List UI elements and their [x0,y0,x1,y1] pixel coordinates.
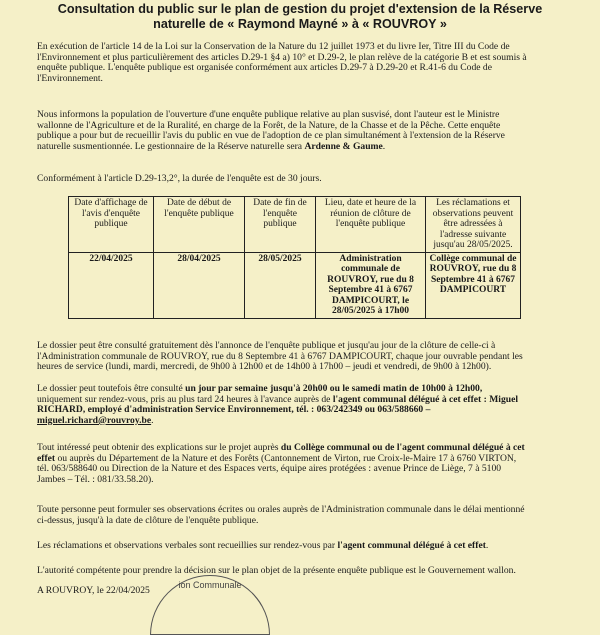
duration-paragraph: Conformément à l'article D.29-13,2°, la durée de l'enquête est de 30 jours. [37,173,322,184]
table-row [69,252,521,318]
contact-email-link[interactable]: miguel.richard@rouvroy.be [37,414,152,426]
manager-name: Ardenne & Gaume [304,140,383,152]
cell-closing-meeting: Administration communale de ROUVROY, rue du 8 Septembre 41 à 6767 DAMPICOURT, le 28/05/2025 à 17h00 [316,252,426,318]
inquiry-schedule-table [68,196,521,319]
appointment-paragraph: Le dossier peut toutefois être consulté un jour par semaine jusqu'à 20h00 ou le samedi matin de 10h00 à 12h00, uniquement sur rendez-vous, pris au plus tard 24 heures à l'avance auprès de l'agent communal délégué à cet effet : Miguel RICHARD, employé d'administration Service Environnement, tél. : 063/242349 ou 063/588660 – miguel.richard@rouvroy.be. [37,383,519,426]
cell-end-date: 28/05/2025 [245,252,316,318]
signature-line: A ROUVROY, le 22/04/2025 [37,585,150,596]
explanations-paragraph: Tout intéressé peut obtenir des explications sur le projet auprès du Collège communal ou de l'agent communal délégué à cet effet ou auprès du Département de la Nature et des Forêts (Cantonnement de Virton, rue Croix-le-Maire 17 à 6760 VIRTON, tél. 063/588640 ou Direction de la Nature et des Espaces verts, équipe aires protégées : avenue Prince de Liège, 7 à 5100 Jambes – Tél. : 081/33.58.20). [37,442,525,485]
consultation-paragraph: Le dossier peut être consulté gratuitement dès l'annonce de l'enquête publique et jusqu'au jour de la clôture de celle-ci à l'Administration communale de ROUVROY, rue du 8 Septembre 41 à 6767 DAMPICOURT, chaque jour ouvrable pendant les heures de service (lundi, mardi, mercredi, de 9h00 à 12h00 et de 14h00 à 17h00 – jeudi et vendredi, de 9h00 à 12h00). [37,340,523,373]
cell-display-date: 22/04/2025 [69,252,154,318]
header-cell-start-date: Date de début de l'enquête publique [154,197,245,253]
table-header-row [69,197,521,253]
header-cell-address: Les réclamations et observations peuvent être adressées à l'adresse suivante jusqu'au 28/05/2025. [426,197,521,253]
notice-title: Consultation du public sur le plan de gestion du projet d'extension de la Réserve naturelle de « Raymond Mayné » à « ROUVROY » [57,2,543,31]
cell-start-date: 28/04/2025 [154,252,245,318]
header-cell-end-date: Date de fin de l'enquête publique [245,197,316,253]
inquiry-opening-paragraph: Nous informons la population de l'ouverture d'une enquête publique relative au plan susvisé, dont l'auteur est le Ministre wallonne de l'Agriculture et de la Ruralité, en charge de la Forêt, de la Nature, de la Chasse et de la Pêche. Cette enquête publique a pour but de recueillir l'avis du public en vue de l'adoption de ce plan simultanément à l'extension de la Réserve naturelle susmentionnée. Le gestionnaire de la Réserve naturelle sera Ardenne & Gaume. [37,109,505,152]
legal-basis-paragraph: En exécution de l'article 14 de la Loi sur la Conservation de la Nature du 12 juillet 1973 et du livre Ier, Titre III du Code de l'Environnement et plus particulièrement des articles D.29-1 §4 a) 10° et D.29-2, le plan relève de la catégorie B et est soumis à enquête publique. L'enquête publique est organisée conformément aux articles D.29-7 à D.29-20 et R.41-6 du Code de l'Environnement. [37,41,527,84]
cell-address: Collège communal de ROUVROY, rue du 8 Septembre 41 à 6767 DAMPICOURT [426,252,521,318]
municipal-seal-stamp: ion Communale [150,575,270,635]
header-cell-closing-meeting: Lieu, date et heure de la réunion de clôture de l'enquête publique [316,197,426,253]
verbal-complaints-paragraph: Les réclamations et observations verbales sont recueillies sur rendez-vous par l'agent communal délégué à cet effet. [37,540,489,551]
authority-paragraph: L'autorité compétente pour prendre la décision sur le plan objet de la présente enquête publique est le Gouvernement wallon. [37,565,516,576]
observations-paragraph: Toute personne peut formuler ses observations écrites ou orales auprès de l'Administration communale dans le délai mentionné ci-dessus, jusqu'à la date de clôture de l'enquête publique. [37,504,525,526]
header-cell-display-date: Date d'affichage de l'avis d'enquête publique [69,197,154,253]
